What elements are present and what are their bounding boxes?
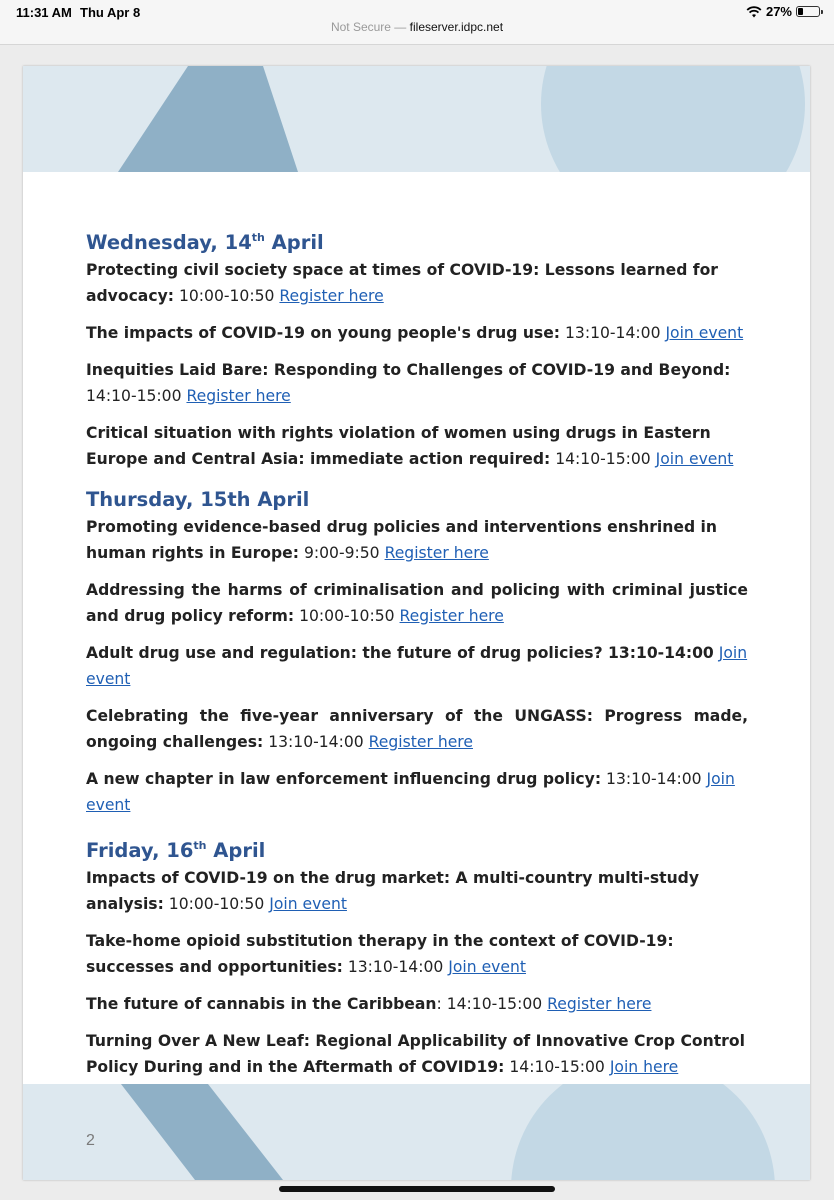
battery-percentage: 27% bbox=[765, 4, 792, 19]
event-time: 14:10-15:00 bbox=[550, 450, 656, 468]
event-item bbox=[86, 991, 748, 1017]
event-item bbox=[86, 1028, 748, 1080]
event-item bbox=[86, 357, 748, 409]
day-heading-month: April bbox=[206, 839, 266, 862]
event-title: Take-home opioid substitution therapy in the context of COVID-19: successes and opportunities: bbox=[86, 932, 674, 976]
day-heading bbox=[86, 838, 748, 864]
event-title: Promoting evidence-based drug policies and interventions enshrined in human rights in Europe: bbox=[86, 518, 717, 562]
battery-level-fill bbox=[798, 8, 803, 15]
event-item bbox=[86, 703, 748, 755]
event-time: 13:10-14:00 bbox=[263, 733, 369, 751]
event-link[interactable]: Join here bbox=[609, 1058, 679, 1076]
event-time: 10:00-10:50 bbox=[294, 607, 400, 625]
event-time: 10:00-10:50 bbox=[163, 895, 270, 913]
event-title: The future of cannabis in the Caribbean bbox=[86, 995, 437, 1013]
address-security-label: Not Secure — bbox=[330, 20, 407, 34]
wifi-icon bbox=[746, 6, 762, 18]
page-header-decoration bbox=[23, 66, 810, 172]
event-item bbox=[86, 766, 748, 818]
event-time: 13:10-14:00 bbox=[601, 770, 707, 788]
event-time: 10:00-10:50 bbox=[173, 287, 280, 305]
event-title: Impacts of COVID-19 on the drug market: A multi-country multi-study analysis: bbox=[86, 869, 700, 913]
day-heading-text: Friday, 16 bbox=[86, 839, 194, 862]
event-link[interactable]: Join event bbox=[86, 644, 748, 688]
event-link[interactable]: Register here bbox=[547, 995, 652, 1013]
event-link[interactable]: Join event bbox=[448, 958, 527, 976]
day-heading-month: April bbox=[264, 231, 324, 254]
event-item bbox=[86, 514, 748, 566]
page-footer-decoration bbox=[23, 1084, 810, 1180]
event-title: Turning Over A New Leaf: Regional Applicability of Innovative Crop Control Policy During and in the Aftermath of COVID19: bbox=[86, 1032, 745, 1076]
address-bar[interactable] bbox=[0, 20, 834, 34]
event-link[interactable]: Register here bbox=[368, 733, 473, 751]
event-link[interactable]: Join event bbox=[655, 450, 734, 468]
event-title: Adult drug use and regulation: the future of drug policies? 13:10-14:00 bbox=[86, 644, 714, 662]
day-heading-suffix: th bbox=[251, 230, 265, 244]
day-heading bbox=[86, 487, 748, 513]
event-link[interactable]: Register here bbox=[399, 607, 504, 625]
day-heading-text: Wednesday, 14 bbox=[86, 231, 252, 254]
page-number: 2 bbox=[86, 1132, 95, 1149]
day-heading-suffix: th bbox=[193, 838, 207, 852]
event-title: Protecting civil society space at times of COVID-19: Lessons learned for advocacy: bbox=[86, 261, 718, 305]
event-item bbox=[86, 865, 748, 917]
event-item bbox=[86, 640, 748, 692]
event-link[interactable]: Register here bbox=[384, 544, 489, 562]
document-page bbox=[23, 66, 810, 1180]
event-link[interactable]: Join event bbox=[269, 895, 347, 913]
battery-icon bbox=[796, 6, 820, 17]
status-date: Thu Apr 8 bbox=[80, 5, 141, 20]
event-title: Critical situation with rights violation of women using drugs in Eastern Europe and Central Asia: immediate action required: bbox=[86, 424, 711, 468]
event-item bbox=[86, 577, 748, 629]
status-indicators bbox=[746, 4, 820, 19]
event-title: A new chapter in law enforcement influencing drug policy: bbox=[86, 770, 602, 788]
schedule-content bbox=[86, 230, 748, 1091]
footer-shapes bbox=[23, 1084, 810, 1180]
event-time: 14:10-15:00 bbox=[504, 1058, 610, 1076]
event-time: 9:00-9:50 bbox=[298, 544, 385, 562]
day-heading-text: Thursday, 15th April bbox=[86, 488, 310, 511]
event-time: : 14:10-15:00 bbox=[436, 995, 548, 1013]
event-link[interactable]: Join event bbox=[665, 324, 744, 342]
event-link[interactable]: Join event bbox=[86, 770, 735, 814]
header-shapes bbox=[23, 66, 810, 172]
event-time: 13:10-14:00 bbox=[560, 324, 666, 342]
event-item bbox=[86, 320, 748, 346]
event-time: 14:10-15:00 bbox=[86, 361, 736, 405]
event-title: Celebrating the five-year anniversary of the UNGASS: Progress made, ongoing challenges: bbox=[86, 707, 748, 751]
event-time: 13:10-14:00 bbox=[342, 958, 449, 976]
home-indicator[interactable] bbox=[279, 1186, 555, 1192]
event-title: Inequities Laid Bare: Responding to Challenges of COVID-19 and Beyond: bbox=[86, 361, 731, 379]
status-time: 11:31 AM bbox=[16, 5, 72, 20]
event-title: Addressing the harms of criminalisation and policing with criminal justice and drug policy reform: bbox=[86, 581, 748, 625]
event-item bbox=[86, 928, 748, 980]
day-heading bbox=[86, 230, 748, 256]
event-item bbox=[86, 257, 748, 309]
address-host: fileserver.idpc.net bbox=[409, 20, 504, 34]
event-link[interactable]: Register here bbox=[279, 287, 384, 305]
event-item bbox=[86, 420, 748, 472]
event-link[interactable]: Register here bbox=[186, 387, 291, 405]
status-bar bbox=[0, 0, 834, 45]
event-title: The impacts of COVID-19 on young people's drug use: bbox=[86, 324, 561, 342]
